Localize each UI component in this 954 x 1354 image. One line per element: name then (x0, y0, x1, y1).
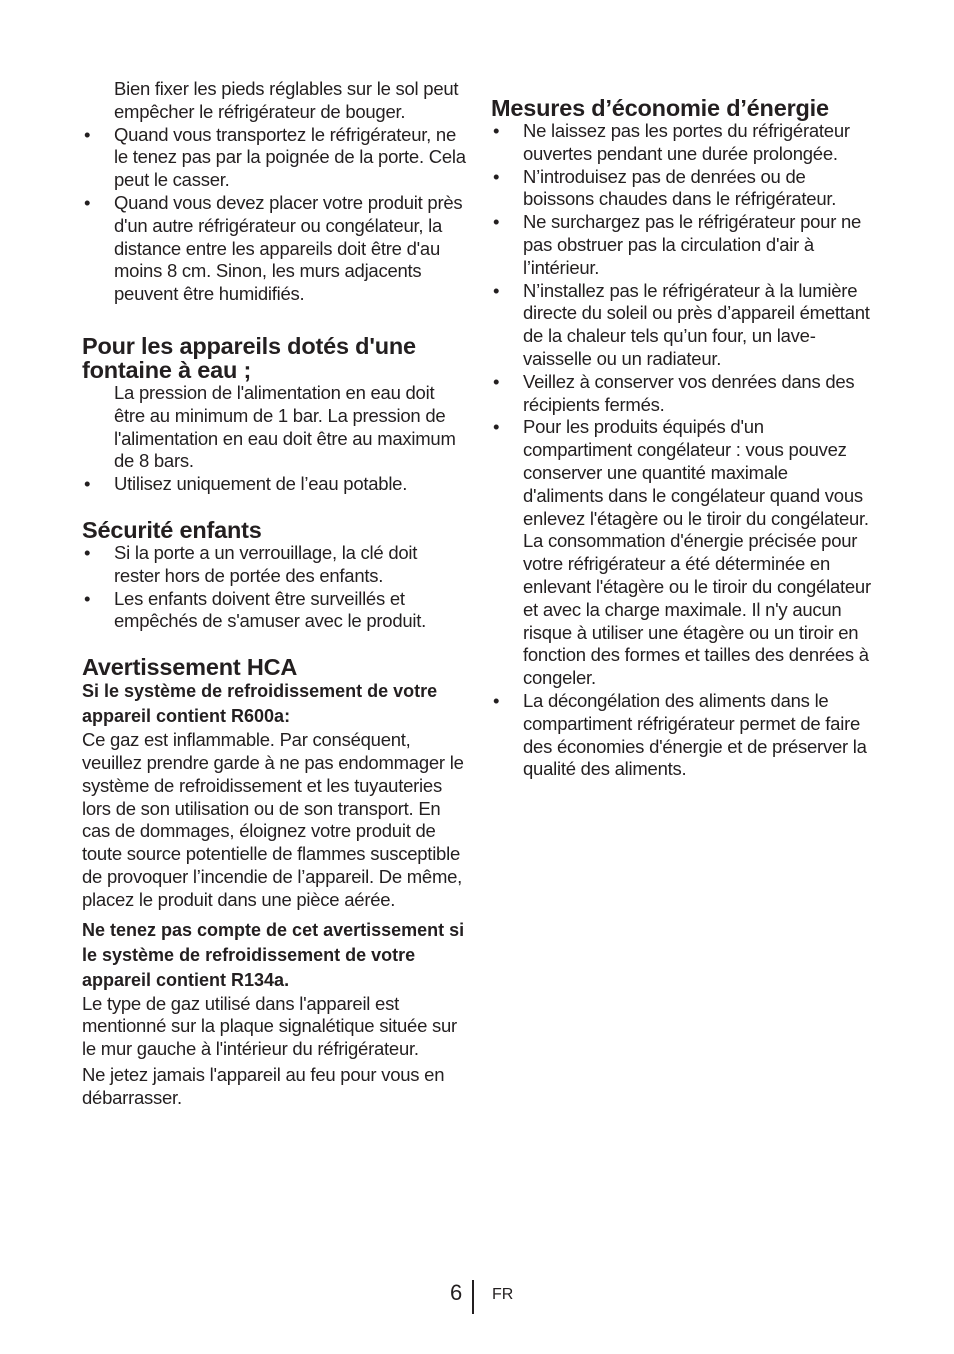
list-item: • La décongélation des aliments dans le compartiment réfrigérateur permet de faire des économies d'énergie et de préserver la qualité des aliments. (491, 690, 871, 781)
list-item: • N’introduisez pas de denrées ou de boissons chaudes dans le réfrigérateur. (491, 166, 871, 212)
hca-fire-warning: Ne jetez jamais l'appareil au feu pour vous en débarrasser. (82, 1063, 445, 1108)
list-item: • Quand vous transportez le réfrigérateur, ne le tenez pas par la poignée de la porte. Cela peut le casser. (82, 124, 466, 192)
child-safety-bullets (82, 542, 466, 633)
footer-divider (472, 1280, 474, 1314)
fountain-text: La pression de l'alimentation en eau doit être au minimum de 1 bar. La pression de l'alimentation en eau doit être au maximum de 8 bars. (114, 381, 456, 472)
energy-heading: Mesures d’économie d’énergie (491, 95, 829, 121)
intro-text: Bien fixer les pieds réglables sur le sol peut empêcher le réfrigérateur de bouger. (114, 78, 459, 122)
hca-gas-type-text: Le type de gaz utilisé dans l'appareil est mentionné sur la plaque signalétique située sur le mur gauche à l'intérieur du réfrigérateur. (82, 992, 457, 1060)
intro-bullets (82, 124, 466, 306)
list-item: • Si la porte a un verrouillage, la clé doit rester hors de portée des enfants. (82, 542, 466, 588)
list-item: • Ne laissez pas les portes du réfrigérateur ouvertes pendant une durée prolongée. (491, 120, 871, 166)
hca-heading: Avertissement HCA (82, 654, 298, 681)
child-safety-heading: Sécurité enfants (82, 516, 262, 543)
fountain-heading: Pour les appareils dotés d'une fontaine à eau ; (82, 332, 416, 383)
hca-r600a-note: Si le système de refroidissement de votre appareil contient R600a: (82, 681, 438, 727)
page-number: 6 (450, 1280, 463, 1305)
left-column (82, 0, 466, 1110)
list-item: • Utilisez uniquement de l’eau potable. (82, 473, 466, 496)
list-item: • Quand vous devez placer votre produit près d'un autre réfrigérateur ou congélateur, la distance entre les appareils doit être d'au moins 8 cm. Sinon, les murs adjacents peuvent être humidifiés. (82, 192, 466, 306)
right-column (491, 0, 871, 781)
list-item: • N’installez pas le réfrigérateur à la lumière directe du soleil ou près d’appareil émettant de la chaleur tels qu’un four, un lave-vaisselle ou un radiateur. (491, 280, 871, 371)
list-item: • Pour les produits équipés d'un compartiment congélateur : vous pouvez conserver une quantité maximale d'aliments dans le congélateur quand vous enlevez l'étagère ou le tiroir du congélateur. La consommation d'énergie précisée pour votre réfrigérateur a été déterminée en enlevant l'étagère ou le tiroir du congélateur et avec la charge maximale. Il n'y aucun risque à utiliser une étagère ou un tiroir en fonction des formes et tailles des denrées à congeler. (491, 416, 871, 690)
list-item: • Veillez à conserver vos denrées dans des récipients fermés. (491, 371, 871, 417)
hca-r600a-text: Ce gaz est inflammable. Par conséquent, veuillez prendre garde à ne pas endommager le système de refroidissement et les tuyauteries lors de son utilisation ou de son transport. En cas de dommages, éloignez votre produit de toute source potentielle de flammes susceptible de provoquer l’incendie de l’appareil. De même, placez le produit dans une pièce aérée. (82, 729, 464, 910)
hca-r134a-note: Ne tenez pas compte de cet avertissement si le système de refroidissement de votre appareil contient R134a. (82, 919, 465, 990)
energy-bullets (491, 120, 871, 781)
list-item: • Les enfants doivent être surveillés et empêchés de s'amuser avec le produit. (82, 588, 466, 634)
language-code: FR (492, 1286, 514, 1303)
list-item: • Ne surchargez pas le réfrigérateur pour ne pas obstruer pas la circulation d'air à l’intérieur. (491, 211, 871, 279)
fountain-bullets (82, 473, 466, 496)
